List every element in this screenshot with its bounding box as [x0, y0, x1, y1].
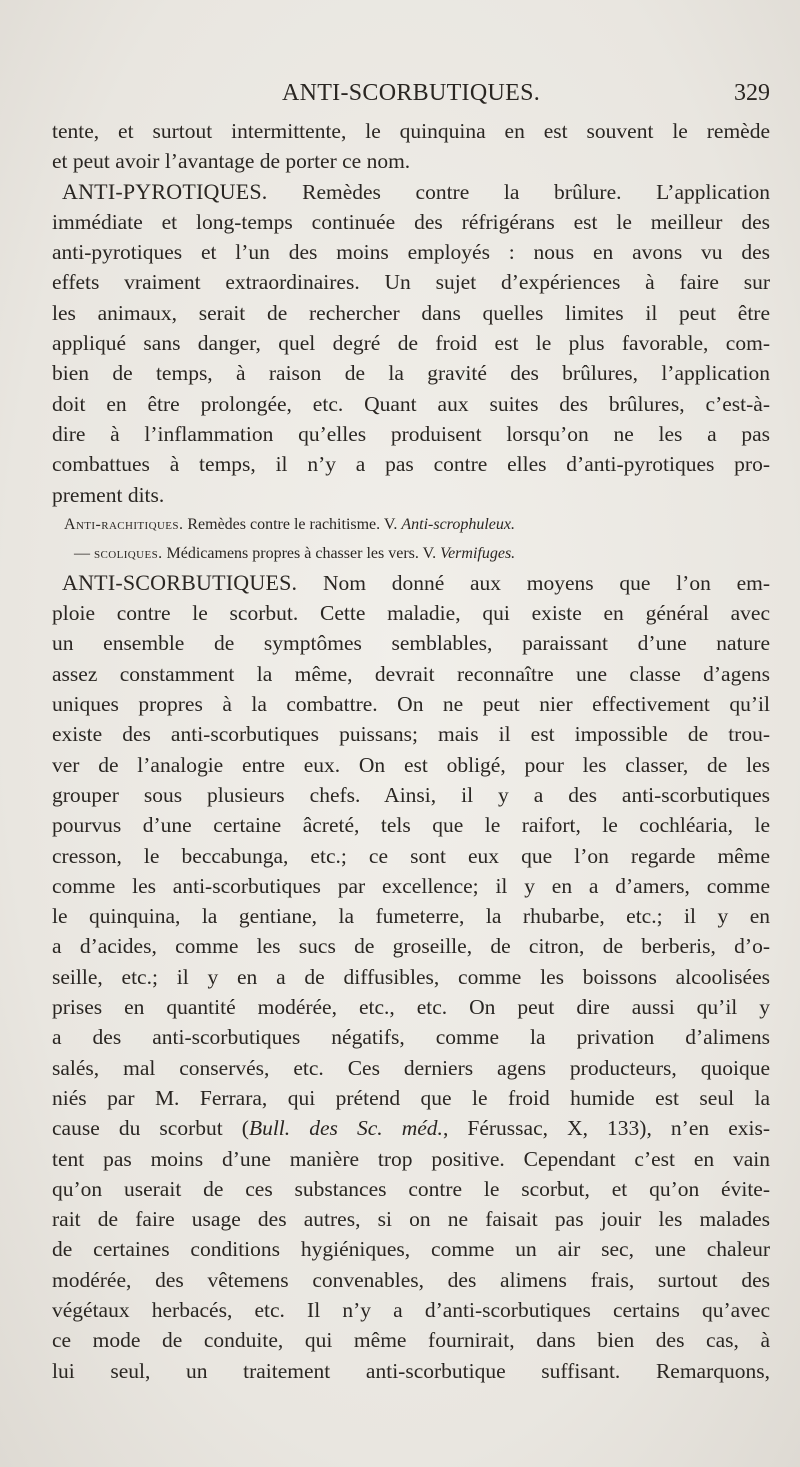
paragraph-line: dire à l’inflammation qu’elles produisent lorsqu’on ne les a pas — [52, 421, 770, 446]
paragraph-line: bien de temps, à raison de la gravité des brûlures, l’application — [52, 361, 770, 386]
entry-headword: scoliques. — [94, 544, 163, 562]
paragraph-line: comme les anti-scorbutiques par excellence; il y en a d’amers, comme — [52, 873, 770, 898]
paragraph-line: et peut avoir l’avantage de porter ce nom. — [52, 149, 411, 174]
entry-text: Nom donné aux moyens que l’on em- — [297, 570, 770, 595]
entry-text: Médicamens propres à chasser les vers. V. — [162, 544, 441, 562]
paragraph-line: niés par M. Ferrara, qui prétend que le froid humide est seul la — [52, 1085, 770, 1110]
paragraph-line: effets vraiment extraordinaires. Un sujet d’expériences à faire sur — [52, 270, 770, 295]
paragraph-line: lui seul, un traitement anti-scorbutique suffisant. Remarquons, — [52, 1358, 770, 1383]
paragraph-line: grouper sous plusieurs chefs. Ainsi, il y a des anti-scorbutiques — [52, 782, 770, 807]
cross-reference-entry — [52, 510, 770, 539]
entry-reference: Anti-scrophuleux. — [401, 515, 515, 533]
page-number: 329 — [734, 80, 770, 106]
paragraph-line: prement dits. — [52, 482, 165, 507]
paragraph-line: pourvus d’une certaine âcreté, tels que le raifort, le cochléaria, le — [52, 813, 770, 838]
paragraph-line: tent pas moins d’une manière trop positive. Cependant c’est en vain — [52, 1146, 770, 1171]
paragraph-line: combattues à temps, il n’y a pas contre elles d’anti-pyrotiques pro- — [52, 452, 770, 477]
paragraph-line: anti-pyrotiques et l’un des moins employés : nous en avons vu des — [52, 240, 770, 265]
paragraph-line: les animaux, serait de rechercher dans quelles limites il peut être — [52, 300, 770, 325]
paragraph-line: rait de faire usage des autres, si on ne faisait pas jouir les malades — [52, 1207, 770, 1232]
citation-before: cause du scorbut ( — [52, 1116, 249, 1141]
paragraph-line: ploie contre le scorbut. Cette maladie, qui existe en général avec — [52, 601, 770, 626]
entry-text: Remèdes contre le rachitisme. V. — [183, 515, 402, 533]
cross-reference-entry — [52, 539, 770, 568]
paragraph-line: salés, mal conservés, etc. Ces derniers agens producteurs, quoique — [52, 1055, 770, 1080]
paragraph-line: appliqué sans danger, quel degré de froid est le plus favorable, com- — [52, 331, 770, 356]
paragraph-line: cresson, le beccabunga, etc.; ce sont eux que l’on regarde même — [52, 843, 770, 868]
paragraph-line: le quinquina, la gentiane, la fumeterre, la rhubarbe, etc.; il y en — [52, 904, 770, 929]
paragraph-line: immédiate et long-temps continuée des réfrigérans est le meilleur des — [52, 209, 770, 234]
citation-line — [52, 1113, 770, 1143]
paragraph-line: qu’on userait de ces substances contre le scorbut, et qu’on évite- — [52, 1176, 770, 1201]
paragraph-line: a des anti-scorbutiques négatifs, comme la privation d’alimens — [52, 1025, 770, 1050]
paragraph-line: a d’acides, comme les sucs de groseille, de citron, de berberis, d’o- — [52, 934, 770, 959]
running-title: ANTI-SCORBUTIQUES. — [281, 80, 541, 106]
entry-reference: Vermifuges. — [440, 544, 516, 562]
paragraph-line: uniques propres à la combattre. On ne peut nier effectivement qu’il — [52, 692, 770, 717]
citation-after: , Férussac, X, 133), n’en exis- — [442, 1116, 770, 1141]
paragraph-line: doit en être prolongée, etc. Quant aux suites des brûlures, c’est-à- — [52, 391, 770, 416]
paragraph-line: existe des anti-scorbutiques puissans; mais il est impossible de trou- — [52, 722, 770, 747]
paragraph-line: un ensemble de symptômes semblables, paraissant d’une nature — [52, 631, 770, 656]
paragraph-line: ce mode de conduite, qui même fournirait, dans bien des cas, à — [52, 1328, 770, 1353]
paragraph-line: ver de l’analogie entre eux. On est obligé, pour les classer, de les — [52, 752, 770, 777]
paragraph-line: assez constamment la même, devrait reconnaître une classe d’agens — [52, 661, 770, 686]
ditto-dash: — — [74, 544, 94, 562]
paragraph-line: seille, etc.; il y en a de diffusibles, comme les boissons alcoolisées — [52, 964, 770, 989]
entry-headword: ANTI-SCORBUTIQUES. — [62, 569, 298, 595]
paragraph-line: de certaines conditions hygiéniques, comme un air sec, une chaleur — [52, 1237, 770, 1262]
entry-text: Remèdes contre la brûlure. L’application — [267, 179, 770, 204]
text-block — [52, 116, 770, 1386]
entry-headword: Anti-rachitiques. — [64, 515, 184, 533]
entry-first-line — [52, 177, 770, 207]
paragraph-line: modérée, des vêtemens convenables, des alimens frais, surtout des — [52, 1267, 770, 1292]
citation-source: Bull. des Sc. méd. — [248, 1116, 443, 1141]
paragraph-line: prises en quantité modérée, etc., etc. On peut dire aussi qu’il y — [52, 995, 770, 1020]
paragraph-line: tente, et surtout intermittente, le quinquina en est souvent le remède — [52, 119, 770, 143]
paragraph-line: végétaux herbacés, etc. Il n’y a d’anti-scorbutiques certains qu’avec — [52, 1297, 770, 1322]
entry-first-line — [52, 568, 770, 598]
entry-headword: ANTI-PYROTIQUES. — [62, 178, 268, 204]
running-header — [52, 80, 770, 112]
